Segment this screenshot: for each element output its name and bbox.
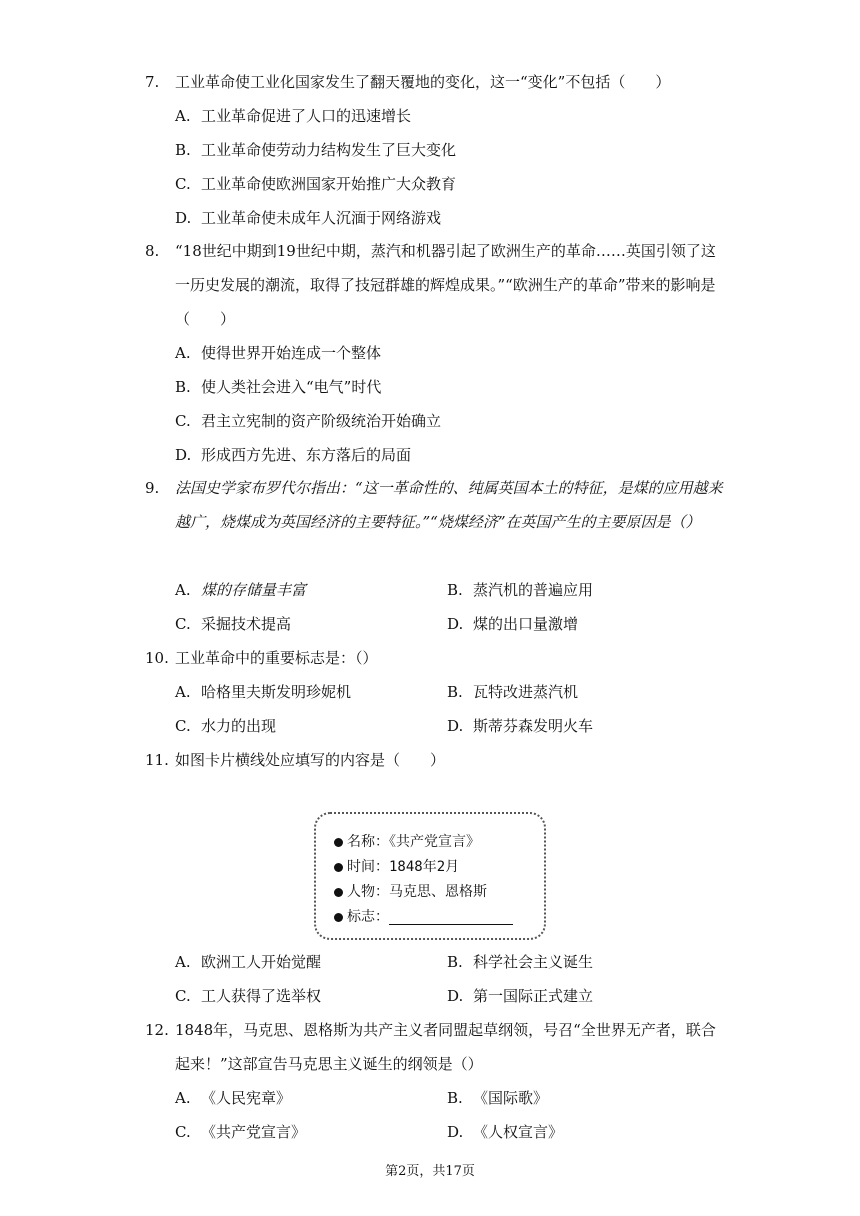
page-footer: 第2页，共17页 xyxy=(385,1164,475,1179)
option-a: A. 《人民宪章》 xyxy=(175,1089,292,1107)
question-stem: 法国史学家布罗代尔指出：“这一革命性的、纯属英国本土的特征，是煤的应用越来越广，烧煤成为英国经济的主要特征。”“烧煤经济”在英国产生的主要原因是（） xyxy=(175,479,723,531)
option-b: B. 使人类社会进入“电气”时代 xyxy=(175,378,382,396)
question-stem: 如图卡片横线处应填写的内容是（ ） xyxy=(175,751,446,769)
question-11 xyxy=(145,743,725,777)
options-11 xyxy=(175,945,735,1013)
question-9 xyxy=(145,471,725,539)
option-a: A. 欧洲工人开始觉醒 xyxy=(175,953,322,971)
question-number: 10. xyxy=(145,649,169,667)
card-line-people: 人物：马克思、恩格斯 xyxy=(334,880,544,905)
option-a: A. 使得世界开始连成一个整体 xyxy=(175,344,382,362)
question-stem: “18世纪中期到19世纪中期，蒸汽和机器引起了欧洲生产的革命……英国引领了这一历史发展的潮流，取得了技冠群雄的辉煌成果。”“欧洲生产的革命”带来的影响是（ ） xyxy=(175,242,716,328)
fill-blank-line xyxy=(389,910,513,925)
card-line-name: 名称：《共产党宣言》 xyxy=(334,830,544,855)
options-10 xyxy=(175,675,735,743)
option-c: C. 采掘技术提高 xyxy=(175,615,292,633)
option-d: D. 斯蒂芬森发明火车 xyxy=(447,717,594,735)
option-b: B. 蒸汽机的普遍应用 xyxy=(447,581,594,599)
question-stem: 1848年，马克思、恩格斯为共产主义者同盟起草纲领，号召“全世界无产者，联合起来！”这部宣告马克思主义诞生的纲领是（） xyxy=(175,1021,716,1073)
question-stem: 工业革命使工业化国家发生了翻天覆地的变化，这一“变化”不包括（ ） xyxy=(175,73,671,91)
options-12 xyxy=(175,1081,735,1149)
option-c: C. 君主立宪制的资产阶级统治开始确立 xyxy=(175,412,442,430)
option-d: D. 形成西方先进、东方落后的局面 xyxy=(175,446,412,464)
option-c: C. 工人获得了选举权 xyxy=(175,987,322,1005)
option-c: C. 工业革命使欧洲国家开始推广大众教育 xyxy=(175,175,457,193)
option-d: D. 《人权宣言》 xyxy=(447,1123,564,1141)
bullet-icon xyxy=(334,838,343,847)
option-a: A. 煤的存储量丰富 xyxy=(175,581,307,599)
option-c: C. 水力的出现 xyxy=(175,717,277,735)
question-number: 8. xyxy=(145,242,160,260)
option-b: B. 科学社会主义诞生 xyxy=(447,953,594,971)
question-stem: 工业革命中的重要标志是：（） xyxy=(175,649,378,667)
bullet-icon xyxy=(334,863,343,872)
question-7 xyxy=(145,65,725,99)
options-9 xyxy=(175,573,735,641)
question-number: 9. xyxy=(145,479,160,497)
option-b: B. 瓦特改进蒸汽机 xyxy=(447,683,579,701)
option-c: C. 《共产党宣言》 xyxy=(175,1123,307,1141)
option-a: A. 哈格里夫斯发明珍妮机 xyxy=(175,683,352,701)
option-d: D. 煤的出口量激增 xyxy=(447,615,579,633)
question-number: 11. xyxy=(145,751,169,769)
options-7 xyxy=(175,99,735,235)
question-10 xyxy=(145,641,725,675)
options-8 xyxy=(175,336,735,472)
question-12 xyxy=(145,1013,725,1081)
option-b: B. 《国际歌》 xyxy=(447,1089,549,1107)
question-number: 7. xyxy=(145,73,160,91)
card-line-time: 时间：1848年2月 xyxy=(334,855,544,880)
info-card xyxy=(314,812,546,940)
option-a: A. 工业革命促进了人口的迅速增长 xyxy=(175,107,412,125)
option-d: D. 工业革命使未成年人沉湎于网络游戏 xyxy=(175,209,442,227)
card-line-sign: 标志： xyxy=(334,905,544,930)
option-b: B. 工业革命使劳动力结构发生了巨大变化 xyxy=(175,141,457,159)
bullet-icon xyxy=(334,888,343,897)
option-d: D. 第一国际正式建立 xyxy=(447,987,594,1005)
question-number: 12. xyxy=(145,1021,169,1039)
question-8 xyxy=(145,234,725,336)
bullet-icon xyxy=(334,913,343,922)
